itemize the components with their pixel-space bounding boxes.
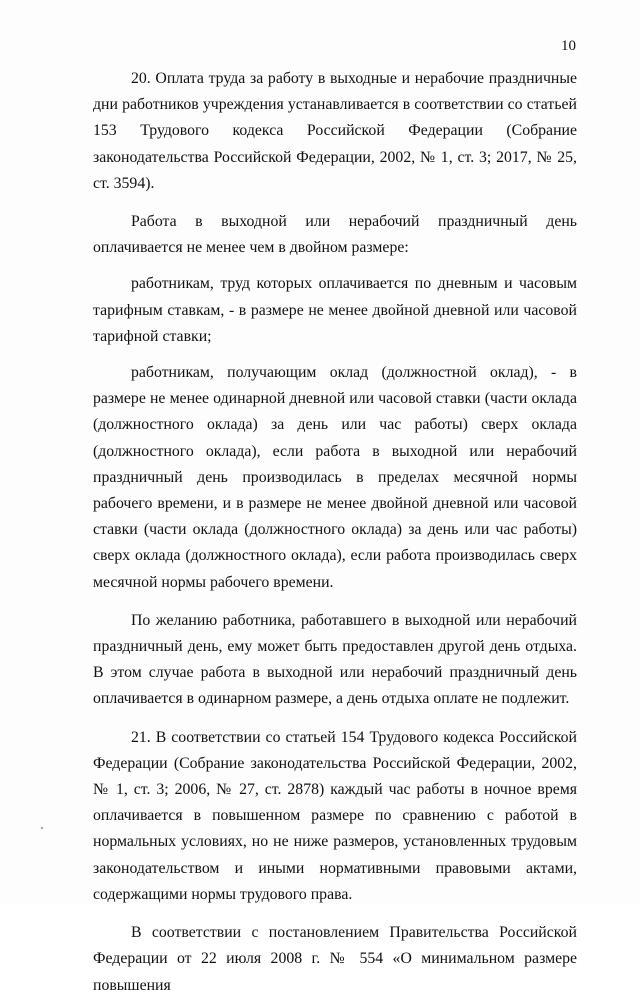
paragraph-resolution-554: В соответствии с постановлением Правительства Российской Федерации от 22 июля 2008 г. № 554 «О минимальном размере повышения [93, 924, 577, 994]
paragraph-day-off: По желанию работника, работавшего в выходной или нерабочий праздничный день, ему может быть предоставлен другой день отдыха. В этом случае работа в выходной или нерабочий праздничный день оплачивается в одинарном размере, а день отдыха оплате не подлежит. [93, 611, 577, 708]
paragraph-20: 20. Оплата труда за работу в выходные и нерабочие праздничные дни работников учреждения устанавливается в соответствии со статьей 153 Трудового кодекса Российской Федерации (Собрание законодательства Российской Федерации, 2002, № 1, ст. 3; 2017, № 25, ст. 3594). [93, 70, 577, 192]
paragraph-tariff-workers: работникам, труд которых оплачивается по дневным и часовым тарифным ставкам, - в размере не менее двойной дневной или часовой тарифной ставки; [93, 275, 577, 345]
scan-speck [41, 827, 43, 829]
page-number: 10 [561, 38, 576, 54]
document-body [93, 66, 577, 999]
paragraph-double-pay: Работа в выходной или нерабочий праздничный день оплачивается не менее чем в двойном размере: [93, 213, 577, 257]
paragraph-salary-workers: работникам, получающим оклад (должностной оклад), - в размере не менее одинарной дневной или часовой ставки (части оклада (должностного оклада) за день или час работы) сверх оклада (должностного оклада), если работа в выходной или нерабочий праздничный день производилась в пределах месячной нормы рабочего времени, и в размере не менее двойной дневной или часовой ставки (части оклада (должностного оклада) за день или час работы) сверх оклада (должностного оклада), если работа производилась сверх месячной нормы рабочего времени. [93, 364, 577, 591]
paragraph-21: 21. В соответствии со статьей 154 Трудового кодекса Российской Федерации (Собрание законодательства Российской Федерации, 2002, № 1, ст. 3; 2006, № 27, ст. 2878) каждый час работы в ночное время оплачивается в повышенном размере по сравнению с работой в нормальных условиях, но не ниже размеров, установленных трудовым законодательством и иными нормативными правовыми актами, содержащими нормы трудового права. [93, 728, 577, 903]
